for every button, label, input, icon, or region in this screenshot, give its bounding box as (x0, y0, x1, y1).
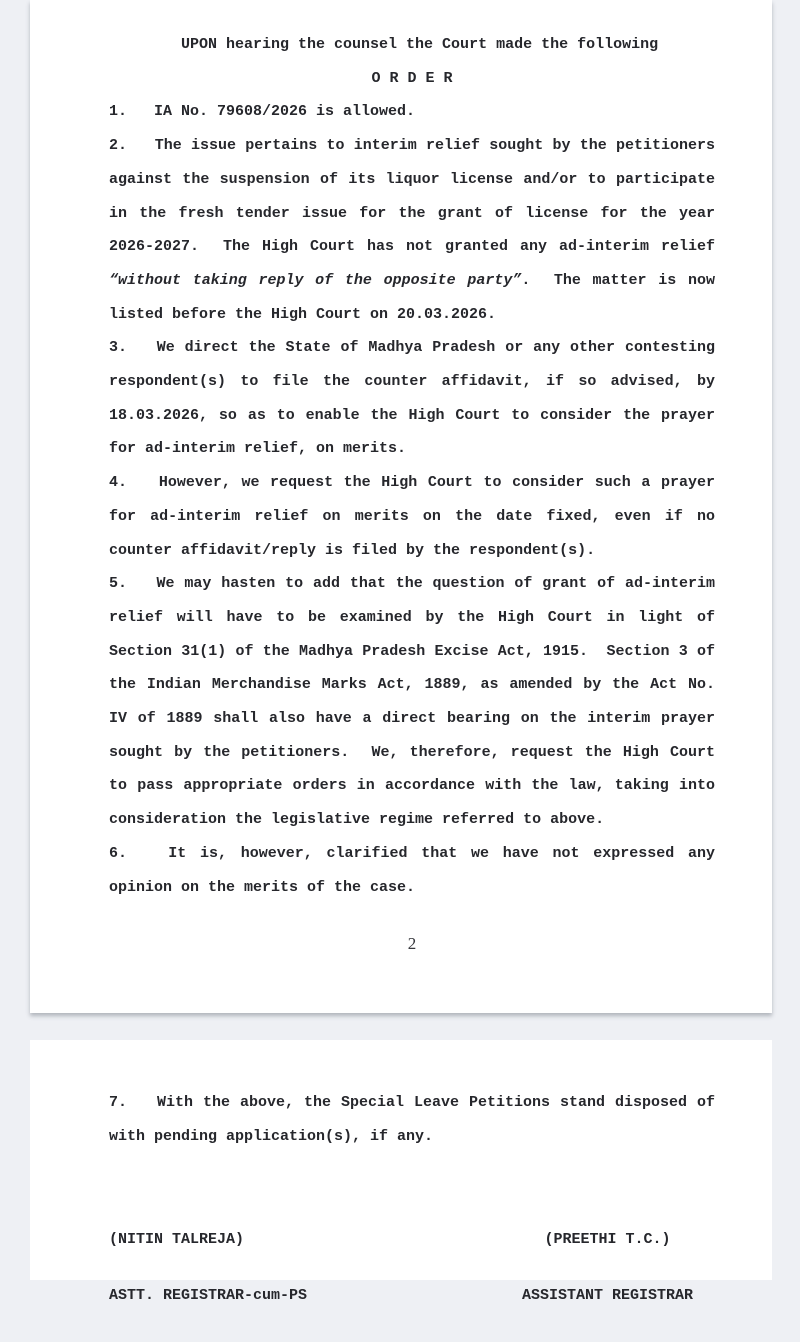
page-2-content (30, 1040, 772, 1342)
order-preamble: UPON hearing the counsel the Court made the following (109, 36, 659, 53)
signature-left-title: ASTT. REGISTRAR-cum-PS (109, 1286, 308, 1304)
page-2-paragraphs (109, 1086, 725, 1153)
page-1-paragraphs (109, 95, 725, 904)
signature-right (522, 1194, 693, 1342)
order-paragraph: 1. IA No. 79608/2026 is allowed. (109, 103, 416, 121)
order-page-1 (30, 0, 772, 1013)
order-paragraph: 2. The issue pertains to interim relief sought by the petitioners against the suspension of its liquor license and/or to participate in the fresh tender issue for the grant of license for the year 2026-2027. The High Court has not granted any ad-interim relief “without taking reply of the opposite party”. The matter is now listed before the High Court on 20.03.2026. (109, 137, 725, 323)
page-number: 2 (407, 934, 417, 954)
order-paragraph: 7. With the above, the Special Leave Petitions stand disposed of with pending application(s), if any. (109, 1094, 725, 1145)
signature-left-name: (NITIN TALREJA) (109, 1231, 245, 1249)
signature-right-name: (PREETHI T.C.) (544, 1231, 671, 1249)
signature-right-title: ASSISTANT REGISTRAR (521, 1286, 693, 1304)
order-paragraph: 4. However, we request the High Court to consider such a prayer for ad-interim relief on merits on the date fixed, even if no counter affidavit/reply is filed by the respondent(s). (109, 474, 725, 559)
page-1-content (30, 0, 772, 954)
signature-block (109, 1194, 715, 1342)
signature-left (109, 1194, 307, 1342)
order-heading: O R D E R (371, 69, 453, 87)
order-paragraph: 6. It is, however, clarified that we have not expressed any opinion on the merits of the case. (109, 844, 725, 896)
order-paragraph: 3. We direct the State of Madhya Pradesh or any other contesting respondent(s) to file the counter affidavit, if so advised, by 18.03.2026, so as to enable the High Court to consider the prayer for ad-interim relief, on merits. (109, 339, 725, 458)
order-paragraph: 5. We may hasten to add that the question of grant of ad-interim relief will have to be examined by the High Court in light of Section 31(1) of the Madhya Pradesh Excise Act, 1915. Section 3 of the Indian Merchandise Marks Act, 1889, as amended by the Act No. IV of 1889 shall also have a direct bearing on the interim prayer sought by the petitioners. We, therefore, request the High Court to pass appropriate orders in accordance with the law, taking into consideration the legislative regime referred to above. (109, 575, 725, 829)
order-page-2 (30, 1040, 772, 1304)
